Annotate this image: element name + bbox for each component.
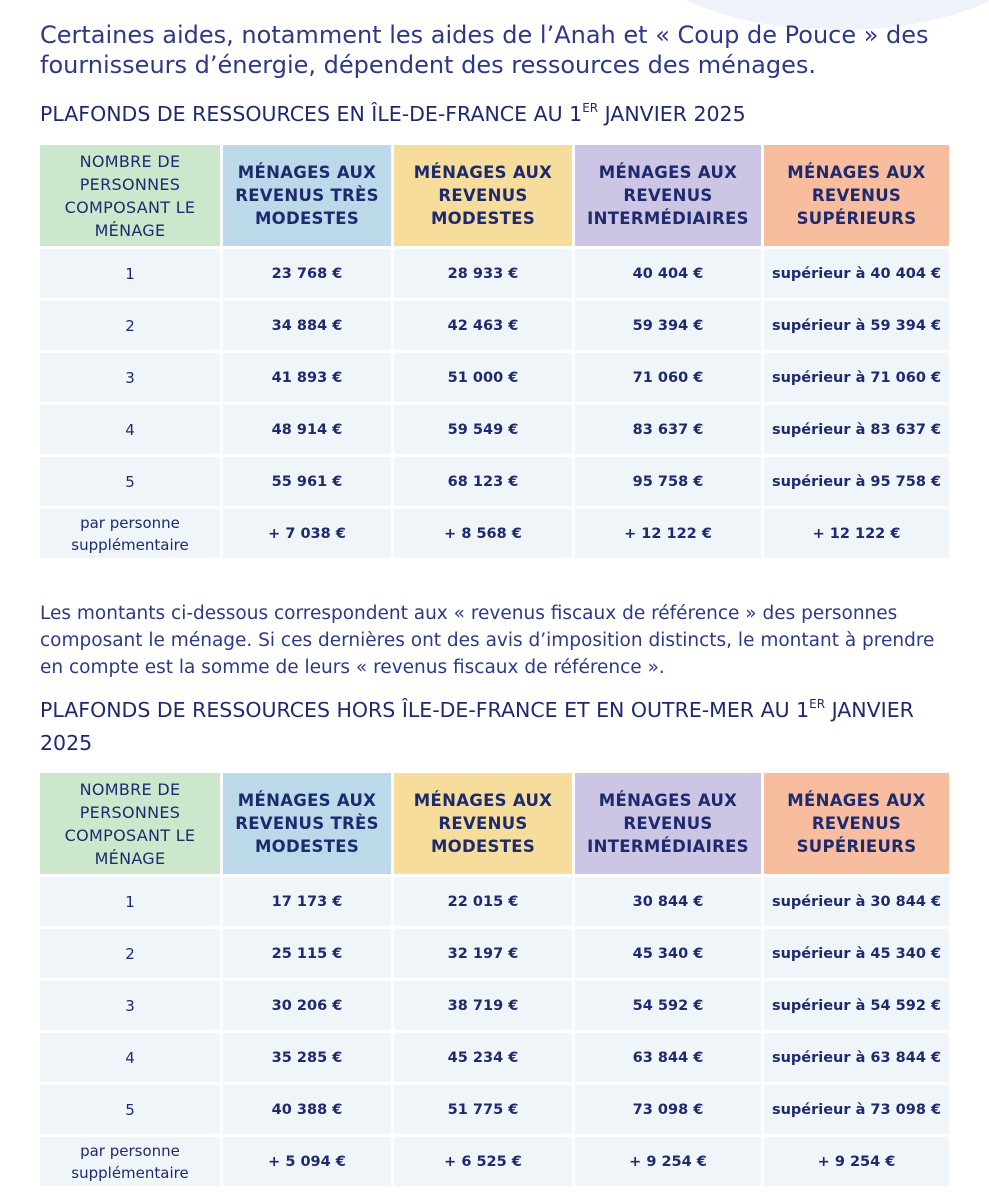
- header-modest: MÉNAGES AUX REVENUS MODESTES: [394, 773, 572, 874]
- cell-intermediate: 59 394 €: [575, 301, 761, 350]
- cell-higher: supérieur à 73 098 €: [764, 1085, 949, 1134]
- table-hors-idf-body: [40, 877, 949, 1186]
- cell-very-modest: 48 914 €: [223, 405, 391, 454]
- cell-intermediate: + 9 254 €: [575, 1137, 761, 1186]
- table-row: [40, 353, 949, 402]
- cell-modest: 28 933 €: [394, 249, 572, 298]
- table-hors-idf-title: [40, 694, 970, 760]
- cell-higher: supérieur à 54 592 €: [764, 981, 949, 1030]
- table-idf: [37, 142, 952, 561]
- cell-higher: supérieur à 45 340 €: [764, 929, 949, 978]
- table-row: [40, 929, 949, 978]
- cell-intermediate: 71 060 €: [575, 353, 761, 402]
- cell-household-size: 5: [40, 457, 220, 506]
- cell-household-size: 4: [40, 1033, 220, 1082]
- cell-higher: supérieur à 63 844 €: [764, 1033, 949, 1082]
- table-row: [40, 301, 949, 350]
- cell-higher: supérieur à 71 060 €: [764, 353, 949, 402]
- table-hors-idf-title-main: PLAFONDS DE RESSOURCES HORS ÎLE-DE-FRANCE ET EN OUTRE-MER AU 1: [40, 698, 810, 722]
- cell-household-size: 1: [40, 877, 220, 926]
- table-idf-header-row: [40, 145, 949, 246]
- table-row: [40, 877, 949, 926]
- table-row: [40, 1137, 949, 1186]
- cell-household-size: 5: [40, 1085, 220, 1134]
- cell-modest: 51 000 €: [394, 353, 572, 402]
- cell-very-modest: 23 768 €: [223, 249, 391, 298]
- cell-modest: 32 197 €: [394, 929, 572, 978]
- table-row: [40, 1085, 949, 1134]
- cell-very-modest: 41 893 €: [223, 353, 391, 402]
- cell-very-modest: 25 115 €: [223, 929, 391, 978]
- table-hors-idf-title-sup: ER: [809, 697, 826, 711]
- cell-household-size: par personne supplémentaire: [40, 1137, 220, 1186]
- cell-very-modest: 17 173 €: [223, 877, 391, 926]
- cell-household-size: 1: [40, 249, 220, 298]
- header-household-size: NOMBRE DE PERSONNES COMPOSANT LE MÉNAGE: [40, 773, 220, 874]
- cell-intermediate: 30 844 €: [575, 877, 761, 926]
- cell-modest: 42 463 €: [394, 301, 572, 350]
- table-row: [40, 1033, 949, 1082]
- cell-intermediate: 40 404 €: [575, 249, 761, 298]
- table-idf-body: [40, 249, 949, 558]
- cell-very-modest: 40 388 €: [223, 1085, 391, 1134]
- intro-text: [40, 20, 970, 80]
- header-modest: MÉNAGES AUX REVENUS MODESTES: [394, 145, 572, 246]
- cell-household-size: 2: [40, 301, 220, 350]
- cell-intermediate: 73 098 €: [575, 1085, 761, 1134]
- cell-very-modest: 55 961 €: [223, 457, 391, 506]
- header-higher: MÉNAGES AUX REVENUS SUPÉRIEURS: [764, 773, 949, 874]
- header-household-size: NOMBRE DE PERSONNES COMPOSANT LE MÉNAGE: [40, 145, 220, 246]
- cell-household-size: 4: [40, 405, 220, 454]
- cell-intermediate: + 12 122 €: [575, 509, 761, 558]
- table-row: [40, 457, 949, 506]
- cell-intermediate: 83 637 €: [575, 405, 761, 454]
- middle-paragraph: Les montants ci-dessous correspondent aux « revenus fiscaux de référence » des personnes composant le ménage. Si ces dernières ont des avis d’imposition distincts, le montant à prendre en compte est la somme de leurs « revenus fiscaux de référence ».: [40, 603, 935, 678]
- cell-higher: supérieur à 83 637 €: [764, 405, 949, 454]
- intro-paragraph: Certaines aides, notamment les aides de l’Anah et « Coup de Pouce » des fournisseurs d’énergie, dépendent des ressources des ménages.: [40, 21, 929, 79]
- cell-very-modest: 30 206 €: [223, 981, 391, 1030]
- table-hors-idf: [37, 770, 952, 1189]
- cell-household-size: par personne supplémentaire: [40, 509, 220, 558]
- header-very-modest: MÉNAGES AUX REVENUS TRÈS MODESTES: [223, 773, 391, 874]
- cell-higher: supérieur à 40 404 €: [764, 249, 949, 298]
- table-idf-title-main: PLAFONDS DE RESSOURCES EN ÎLE-DE-FRANCE AU 1: [40, 102, 583, 126]
- cell-household-size: 2: [40, 929, 220, 978]
- header-intermediate: MÉNAGES AUX REVENUS INTERMÉDIAIRES: [575, 773, 761, 874]
- table-hors-idf-header-row: [40, 773, 949, 874]
- cell-very-modest: 34 884 €: [223, 301, 391, 350]
- table-hors-idf-title-end: JANVIER 2025: [40, 698, 914, 755]
- cell-modest: 38 719 €: [394, 981, 572, 1030]
- cell-higher: supérieur à 95 758 €: [764, 457, 949, 506]
- cell-modest: + 8 568 €: [394, 509, 572, 558]
- cell-very-modest: + 7 038 €: [223, 509, 391, 558]
- table-idf-title-sup: ER: [582, 101, 599, 115]
- cell-modest: 59 549 €: [394, 405, 572, 454]
- cell-very-modest: 35 285 €: [223, 1033, 391, 1082]
- cell-higher: supérieur à 59 394 €: [764, 301, 949, 350]
- header-intermediate: MÉNAGES AUX REVENUS INTERMÉDIAIRES: [575, 145, 761, 246]
- cell-household-size: 3: [40, 981, 220, 1030]
- table-row: [40, 249, 949, 298]
- table-row: [40, 981, 949, 1030]
- cell-higher: supérieur à 30 844 €: [764, 877, 949, 926]
- cell-modest: 68 123 €: [394, 457, 572, 506]
- cell-intermediate: 54 592 €: [575, 981, 761, 1030]
- cell-higher: + 12 122 €: [764, 509, 949, 558]
- table-row: [40, 405, 949, 454]
- cell-modest: 45 234 €: [394, 1033, 572, 1082]
- table-row: [40, 509, 949, 558]
- cell-intermediate: 63 844 €: [575, 1033, 761, 1082]
- header-higher: MÉNAGES AUX REVENUS SUPÉRIEURS: [764, 145, 949, 246]
- cell-higher: + 9 254 €: [764, 1137, 949, 1186]
- cell-intermediate: 45 340 €: [575, 929, 761, 978]
- cell-modest: 51 775 €: [394, 1085, 572, 1134]
- table-idf-title-end: JANVIER 2025: [598, 102, 746, 126]
- cell-intermediate: 95 758 €: [575, 457, 761, 506]
- cell-household-size: 3: [40, 353, 220, 402]
- cell-very-modest: + 5 094 €: [223, 1137, 391, 1186]
- header-very-modest: MÉNAGES AUX REVENUS TRÈS MODESTES: [223, 145, 391, 246]
- cell-modest: + 6 525 €: [394, 1137, 572, 1186]
- cell-modest: 22 015 €: [394, 877, 572, 926]
- table-idf-title: [40, 98, 970, 131]
